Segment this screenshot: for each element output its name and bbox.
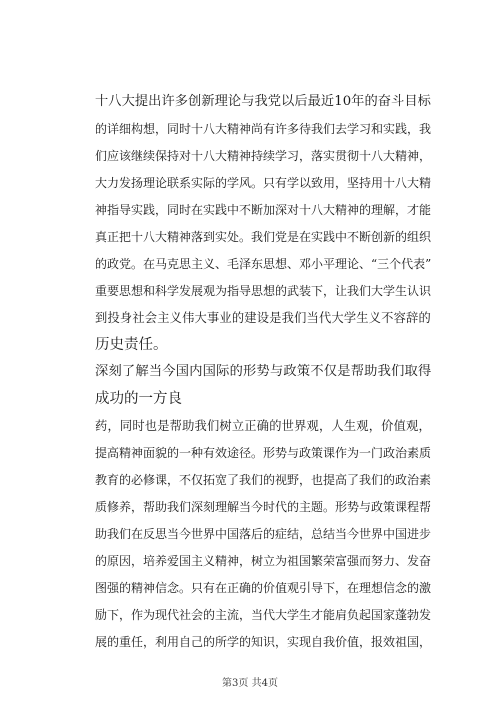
paragraph-line: 励下，作为现代社会的主流，当代大学生才能肩负起国家蓬勃发 xyxy=(95,608,432,622)
paragraph-line: 成功的一方良 xyxy=(95,391,182,407)
paragraph-line: 展的重任，利用自己的所学的知识，实现自我价值，报效祖国， xyxy=(95,635,432,649)
paragraph-line: 药，同时也是帮助我们树立正确的世界观，人生观，价值观， xyxy=(95,419,431,433)
paragraph-line: 神指导实践，同时在实践中不断加深对十八大精神的理解，才能 xyxy=(95,203,432,217)
paragraph-line: 质修养，帮助我们深刻理解当今时代的主题。形势与政策课程帮 xyxy=(95,500,432,514)
paragraph-line: 历史责任。 xyxy=(95,337,168,353)
paragraph-line: 提高精神面貌的一种有效途径。形势与政策课作为一门政治素质 xyxy=(95,446,432,460)
paragraph-line: 助我们在反思当今世界中国落后的症结，总结当今世界中国进步 xyxy=(95,527,432,541)
paragraph-line: 图强的精神信念。只有在正确的价值观引导下，在理想信念的激 xyxy=(95,581,432,595)
paragraph-line: 大力发扬理论联系实际的学风。只有学以致用，坚持用十八大精 xyxy=(95,176,432,190)
paragraph-line: 到投身社会主义伟大事业的建设是我们当代大学生义不容辞的 xyxy=(95,311,431,325)
paragraph-line: 的详细构想，同时十八大精神尚有许多待我们去学习和实践，我 xyxy=(95,122,432,136)
paragraph-line: 重要思想和科学发展观为指导思想的武装下，让我们大学生认识 xyxy=(95,284,432,298)
paragraph-line: 十八大提出许多创新理论与我党以后最近10年的奋斗目标 xyxy=(95,94,431,109)
page-footer: 第3页 共4页 xyxy=(222,678,278,689)
paragraph-line: 深刻了解当今国内国际的形势与政策不仅是帮助我们取得 xyxy=(95,364,432,379)
paragraph-line: 教育的必修课，不仅拓宽了我们的视野，也提高了我们的政治素 xyxy=(95,473,432,487)
paragraph-line: 们应该继续保持对十八大精神持续学习，落实贯彻十八大精神， xyxy=(95,149,432,163)
paragraph-line: 的原因，培养爱国主义精神，树立为祖国繁荣富强而努力、发奋 xyxy=(95,554,432,568)
paragraph-line: 的政党。在马克思主义、毛泽东思想、邓小平理论、“三个代表” xyxy=(95,257,432,271)
paragraph-line: 真正把十八大精神落到实处。我们党是在实践中不断创新的组织 xyxy=(95,230,432,244)
